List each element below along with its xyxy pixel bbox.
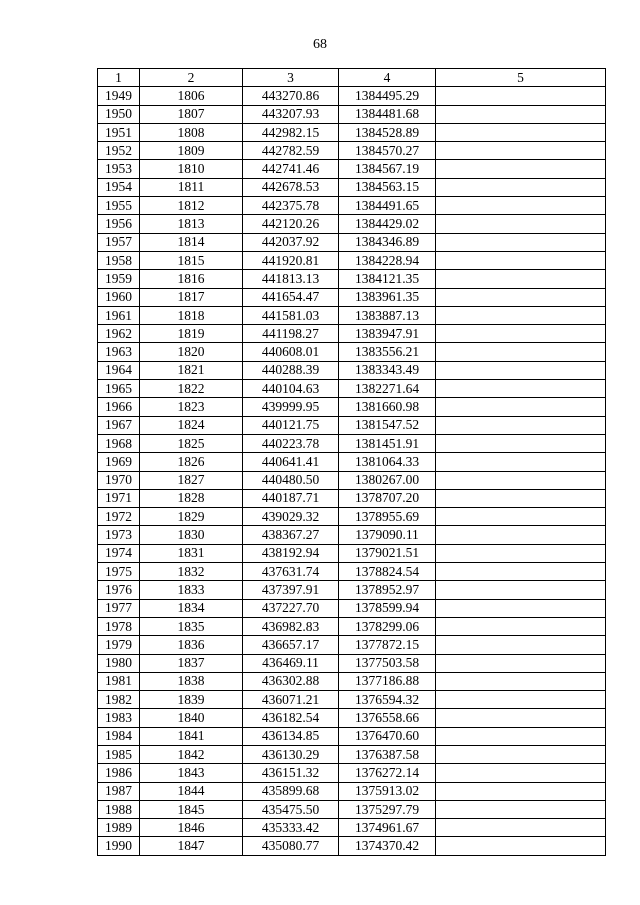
table-cell: 1978 [98,617,140,635]
table-cell [436,380,606,398]
table-row [98,142,606,160]
table-cell: 1823 [140,398,243,416]
table-cell: 1981 [98,672,140,690]
table-cell: 1384495.29 [339,87,436,105]
table-cell: 1379090.11 [339,526,436,544]
table-row [98,544,606,562]
table-cell: 1378955.69 [339,508,436,526]
table-cell [436,142,606,160]
table-cell: 440288.39 [243,361,339,379]
table-cell: 1380267.00 [339,471,436,489]
table-cell [436,617,606,635]
table-cell: 1383887.13 [339,306,436,324]
table-cell [436,709,606,727]
column-header: 3 [243,69,339,87]
table-cell: 1811 [140,178,243,196]
table-cell: 1988 [98,800,140,818]
table-cell [436,654,606,672]
table-cell: 1376558.66 [339,709,436,727]
table-cell: 1966 [98,398,140,416]
table-cell: 1834 [140,599,243,617]
table-cell: 1961 [98,306,140,324]
table-cell: 1377503.58 [339,654,436,672]
table-cell [436,800,606,818]
table-cell: 1819 [140,325,243,343]
table-cell: 439999.95 [243,398,339,416]
table-cell: 436302.88 [243,672,339,690]
table-row [98,87,606,105]
table-cell: 435899.68 [243,782,339,800]
table-cell: 440104.63 [243,380,339,398]
table-cell: 443207.93 [243,105,339,123]
table-cell: 1382271.64 [339,380,436,398]
table-cell: 1971 [98,489,140,507]
table-cell: 1384228.94 [339,251,436,269]
table-cell: 1972 [98,508,140,526]
table-row [98,782,606,800]
table-cell: 1815 [140,251,243,269]
table-cell: 1974 [98,544,140,562]
table-cell: 1375913.02 [339,782,436,800]
table-cell: 436182.54 [243,709,339,727]
table-cell: 1977 [98,599,140,617]
table-cell: 1374370.42 [339,837,436,855]
table-row [98,691,606,709]
header-row [98,69,606,87]
table-cell: 440608.01 [243,343,339,361]
table-cell: 1960 [98,288,140,306]
table-cell: 1378952.97 [339,581,436,599]
table-cell: 1810 [140,160,243,178]
table-row [98,178,606,196]
column-header: 2 [140,69,243,87]
table-cell [436,160,606,178]
table-cell: 1829 [140,508,243,526]
table-cell: 1377872.15 [339,636,436,654]
table-cell: 1826 [140,453,243,471]
table-cell: 441920.81 [243,251,339,269]
table-cell: 1838 [140,672,243,690]
table-cell [436,819,606,837]
table-cell: 1951 [98,123,140,141]
table-cell: 438192.94 [243,544,339,562]
table-cell: 1377186.88 [339,672,436,690]
table-cell [436,215,606,233]
table-cell: 1820 [140,343,243,361]
table-cell: 1384481.68 [339,105,436,123]
table-cell: 1962 [98,325,140,343]
table-cell: 1383556.21 [339,343,436,361]
table-row [98,306,606,324]
table-cell: 441581.03 [243,306,339,324]
table-row [98,636,606,654]
table-cell [436,197,606,215]
table-cell: 1383947.91 [339,325,436,343]
table-cell: 1832 [140,563,243,581]
table-cell: 440187.71 [243,489,339,507]
table-cell: 1817 [140,288,243,306]
table-cell [436,508,606,526]
table-cell: 1990 [98,837,140,855]
table-cell: 436657.17 [243,636,339,654]
coordinates-table [97,68,606,856]
table-cell: 436469.11 [243,654,339,672]
table-cell: 1376387.58 [339,745,436,763]
table-cell: 1846 [140,819,243,837]
table-cell: 1821 [140,361,243,379]
table-row [98,215,606,233]
table-row [98,380,606,398]
table-cell: 436071.21 [243,691,339,709]
table-cell [436,361,606,379]
table-body [98,87,606,855]
table-cell: 440223.78 [243,434,339,452]
table-cell [436,178,606,196]
table-header [98,69,606,87]
table-cell [436,434,606,452]
table-cell [436,233,606,251]
table-cell [436,563,606,581]
table-cell [436,471,606,489]
table-row [98,270,606,288]
table-cell: 1970 [98,471,140,489]
table-cell: 1378824.54 [339,563,436,581]
table-row [98,434,606,452]
table-row [98,745,606,763]
table-row [98,288,606,306]
table-cell: 1384567.19 [339,160,436,178]
table-cell: 440480.50 [243,471,339,489]
table-cell [436,526,606,544]
table-cell: 1843 [140,764,243,782]
table-cell: 1841 [140,727,243,745]
table-cell: 1952 [98,142,140,160]
table-row [98,526,606,544]
table-cell: 1384346.89 [339,233,436,251]
page-number: 68 [313,37,327,52]
table-cell [436,782,606,800]
table-cell [436,398,606,416]
table-cell: 1809 [140,142,243,160]
table-cell: 1839 [140,691,243,709]
table-cell: 1986 [98,764,140,782]
table-cell: 435080.77 [243,837,339,855]
table-cell: 1384491.65 [339,197,436,215]
table-cell: 1957 [98,233,140,251]
table-row [98,105,606,123]
table-cell [436,325,606,343]
table-cell: 1989 [98,819,140,837]
table-cell: 1376594.32 [339,691,436,709]
table-cell: 1828 [140,489,243,507]
table-cell: 1830 [140,526,243,544]
table-cell: 1954 [98,178,140,196]
table-cell: 1973 [98,526,140,544]
table-cell [436,288,606,306]
table-cell: 1384570.27 [339,142,436,160]
table-cell: 1959 [98,270,140,288]
table-row [98,489,606,507]
table-cell [436,453,606,471]
table-cell [436,123,606,141]
table-row [98,819,606,837]
table-cell: 437397.91 [243,581,339,599]
table-cell: 440121.75 [243,416,339,434]
table-row [98,581,606,599]
table-cell [436,745,606,763]
table-cell: 1847 [140,837,243,855]
table-cell: 436151.32 [243,764,339,782]
table-row [98,471,606,489]
table-cell: 1816 [140,270,243,288]
table-row [98,837,606,855]
table-cell: 1976 [98,581,140,599]
table-cell: 1376272.14 [339,764,436,782]
table-cell: 441813.13 [243,270,339,288]
table-cell [436,270,606,288]
table-cell: 1384121.35 [339,270,436,288]
table-cell: 1969 [98,453,140,471]
table-cell [436,672,606,690]
table-cell: 1381064.33 [339,453,436,471]
table-cell: 1982 [98,691,140,709]
column-header: 4 [339,69,436,87]
table-cell: 1964 [98,361,140,379]
table-row [98,508,606,526]
table-row [98,160,606,178]
table-cell [436,727,606,745]
table-cell: 1958 [98,251,140,269]
table-cell: 442741.46 [243,160,339,178]
table-cell: 442982.15 [243,123,339,141]
table-row [98,764,606,782]
table-cell: 1376470.60 [339,727,436,745]
table-cell: 1814 [140,233,243,251]
table-cell [436,581,606,599]
column-header: 5 [436,69,606,87]
table-cell: 435475.50 [243,800,339,818]
table-cell: 1812 [140,197,243,215]
table-cell: 1956 [98,215,140,233]
table-cell [436,489,606,507]
table-cell: 1825 [140,434,243,452]
table-cell [436,105,606,123]
table-cell: 440641.41 [243,453,339,471]
table-cell: 1840 [140,709,243,727]
table-row [98,416,606,434]
table-cell: 1381660.98 [339,398,436,416]
table-cell [436,764,606,782]
table-row [98,800,606,818]
table-cell [436,544,606,562]
table-cell: 1818 [140,306,243,324]
table-cell: 1378707.20 [339,489,436,507]
table-cell: 1965 [98,380,140,398]
table-cell: 1384429.02 [339,215,436,233]
table-cell: 1831 [140,544,243,562]
table-cell: 1979 [98,636,140,654]
table-cell [436,87,606,105]
table-row [98,123,606,141]
table-cell: 442375.78 [243,197,339,215]
table-cell: 1844 [140,782,243,800]
table-cell: 1985 [98,745,140,763]
table-cell: 1984 [98,727,140,745]
table-cell: 436134.85 [243,727,339,745]
table-cell: 1824 [140,416,243,434]
table-cell: 1813 [140,215,243,233]
table-cell: 442120.26 [243,215,339,233]
table-row [98,617,606,635]
table-cell: 1808 [140,123,243,141]
table-cell [436,343,606,361]
table-cell: 1983 [98,709,140,727]
table-cell: 1967 [98,416,140,434]
table-cell: 441198.27 [243,325,339,343]
table-cell: 1963 [98,343,140,361]
table-row [98,672,606,690]
table-cell: 442037.92 [243,233,339,251]
table-cell [436,837,606,855]
table-cell: 435333.42 [243,819,339,837]
table-cell: 1949 [98,87,140,105]
table-cell: 1845 [140,800,243,818]
table-cell: 439029.32 [243,508,339,526]
table-cell: 443270.86 [243,87,339,105]
table-row [98,709,606,727]
table-cell [436,306,606,324]
table-row [98,398,606,416]
table-row [98,233,606,251]
table-cell: 1381547.52 [339,416,436,434]
table-cell: 1384528.89 [339,123,436,141]
table-cell: 1987 [98,782,140,800]
table-cell: 442782.59 [243,142,339,160]
table-cell [436,416,606,434]
table-cell: 1807 [140,105,243,123]
table-cell: 437631.74 [243,563,339,581]
table-cell: 1378599.94 [339,599,436,617]
table-row [98,453,606,471]
table-cell: 1806 [140,87,243,105]
table-cell: 1379021.51 [339,544,436,562]
table-cell: 1375297.79 [339,800,436,818]
table-row [98,343,606,361]
table-row [98,325,606,343]
table-cell: 1953 [98,160,140,178]
table-cell [436,691,606,709]
table-cell: 1381451.91 [339,434,436,452]
table-cell: 1822 [140,380,243,398]
table-cell: 1950 [98,105,140,123]
table-cell: 436130.29 [243,745,339,763]
table-cell: 1833 [140,581,243,599]
table-cell: 1975 [98,563,140,581]
table-row [98,197,606,215]
table-cell: 1980 [98,654,140,672]
table-cell [436,636,606,654]
table-cell: 442678.53 [243,178,339,196]
table-row [98,727,606,745]
table-cell: 1968 [98,434,140,452]
table-cell: 437227.70 [243,599,339,617]
table-cell: 1835 [140,617,243,635]
table-row [98,563,606,581]
table-cell: 1827 [140,471,243,489]
table-cell: 1383961.35 [339,288,436,306]
table-row [98,361,606,379]
column-header: 1 [98,69,140,87]
table-cell [436,599,606,617]
table-cell: 436982.83 [243,617,339,635]
table-cell: 438367.27 [243,526,339,544]
table-row [98,251,606,269]
table-row [98,599,606,617]
table-cell: 1836 [140,636,243,654]
table-row [98,654,606,672]
table-cell: 1374961.67 [339,819,436,837]
table-cell: 1837 [140,654,243,672]
table-cell: 1384563.15 [339,178,436,196]
table-cell: 1383343.49 [339,361,436,379]
table-cell: 1842 [140,745,243,763]
table-cell: 441654.47 [243,288,339,306]
table-cell: 1378299.06 [339,617,436,635]
table-cell: 1955 [98,197,140,215]
table-cell [436,251,606,269]
